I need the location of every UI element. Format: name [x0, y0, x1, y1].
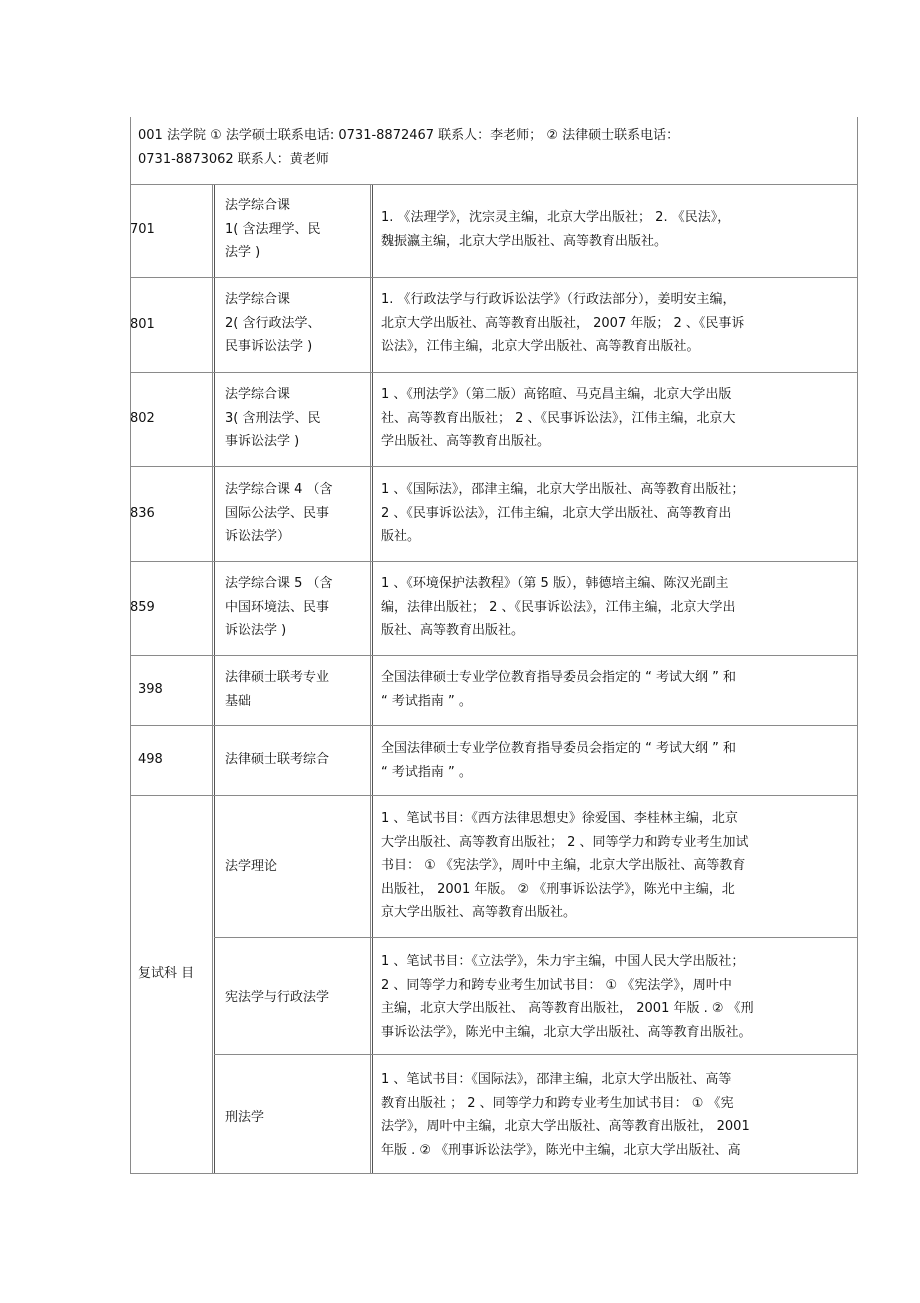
reference-books: 1. 《法理学》，沈宗灵主编，北京大学出版社； 2. 《民法》， 魏振瀛主编，北京大学出版社、高等教育出版社。 [381, 210, 731, 249]
exam-code: 859 [130, 600, 155, 615]
exam-subject: 法学综合课 2( 含行政法学、 民事诉讼法学 ) [225, 292, 321, 354]
retest-subject: 宪法学与行政法学 [225, 990, 330, 1005]
retest-subject: 法学理论 [225, 859, 278, 874]
reference-books: 全国法律硕士专业学位教育指导委员会指定的 “ 考试大纲 ” 和 “ 考试指南 ” 。 [381, 670, 736, 709]
reference-books: 1. 《行政法学与行政诉讼法学》（行政法部分），姜明安主编， 北京大学出版社、高等教育出版社， 2007 年版； 2 、《民事诉 讼法》，江伟主编，北京大学出版社、高等教育出版社。 [381, 292, 745, 354]
exam-code: 802 [130, 411, 155, 426]
reference-books: 1 、笔试书目：《立法学》，朱力宇主编，中国人民大学出版社； 2 、同等学力和跨专业考生加试书目： ① 《宪法学》，周叶中 主编，北京大学出版社、 高等教育出版社， 2001 年版 . ② 《刑 事诉讼法学》，陈光中主编，北京大学出版社、高等教育出版社。 [381, 954, 754, 1040]
exam-code: 398 [138, 682, 163, 697]
retest-label: 复试科 目 [138, 966, 195, 981]
reference-books: 全国法律硕士专业学位教育指导委员会指定的 “ 考试大纲 ” 和 “ 考试指南 ” 。 [381, 741, 736, 780]
department-header [138, 124, 679, 171]
exam-code: 701 [130, 222, 155, 237]
reference-books: 1 、《环境保护法教程》（第 5 版），韩德培主编、陈汉光副主 编，法律出版社； 2 、《民事诉讼法》，江伟主编，北京大学出 版社、高等教育出版社。 [381, 576, 736, 638]
retest-subject: 刑法学 [225, 1110, 265, 1125]
reference-books: 1 、笔试书目：《国际法》，邵津主编，北京大学出版社、高等 教育出版社 ； 2 、同等学力和跨专业考生加试书目： ① 《宪 法学》，周叶中主编，北京大学出版社、高等教育出版社， 2001 年版 . ② 《刑事诉讼法学》，陈光中主编，北京大学出版社、高 [381, 1072, 750, 1158]
header-line-1: 001 法学院 ① 法学硕士联系电话: 0731-8872467 联系人：李老师； ② 法律硕士联系电话： [138, 128, 680, 143]
exam-subject: 法律硕士联考专业 基础 [225, 670, 330, 709]
exam-subject: 法学综合课 5 （含 中国环境法、民事 诉讼法学 ) [225, 576, 333, 638]
exam-code: 801 [130, 317, 155, 332]
exam-subject: 法学综合课 4 （含 国际公法学、民事 诉讼法学） [225, 482, 333, 544]
exam-subject: 法学综合课 3( 含刑法学、民 事诉讼法学 ) [225, 387, 321, 449]
exam-code: 836 [130, 506, 155, 521]
exam-code: 498 [138, 752, 163, 767]
exam-subject: 法律硕士联考综合 [225, 752, 330, 767]
reference-books: 1 、《刑法学》（第二版）高铭暄、马克昌主编，北京大学出版 社、高等教育出版社； 2 、《民事诉讼法》，江伟主编，北京大 学出版社、高等教育出版社。 [381, 387, 736, 449]
reference-books: 1 、《国际法》，邵津主编，北京大学出版社、高等教育出版社； 2 、《民事诉讼法》，江伟主编，北京大学出版社、高等教育出 版社。 [381, 482, 745, 544]
header-line-2: 0731-8873062 联系人：黄老师 [138, 151, 329, 167]
exam-subject: 法学综合课 1( 含法理学、民 法学 ) [225, 198, 321, 260]
reference-books: 1 、笔试书目：《西方法律思想史》徐爱国、李桂林主编，北京 大学出版社、高等教育出版社； 2 、同等学力和跨专业考生加试 书目： ① 《宪法学》，周叶中主编，北京大学出版社、高等教育 出版社， 2001 年版。 ② 《刑事诉讼法学》，陈光中主编，北 京大学出版社、高等教育出版社。 [381, 811, 749, 920]
